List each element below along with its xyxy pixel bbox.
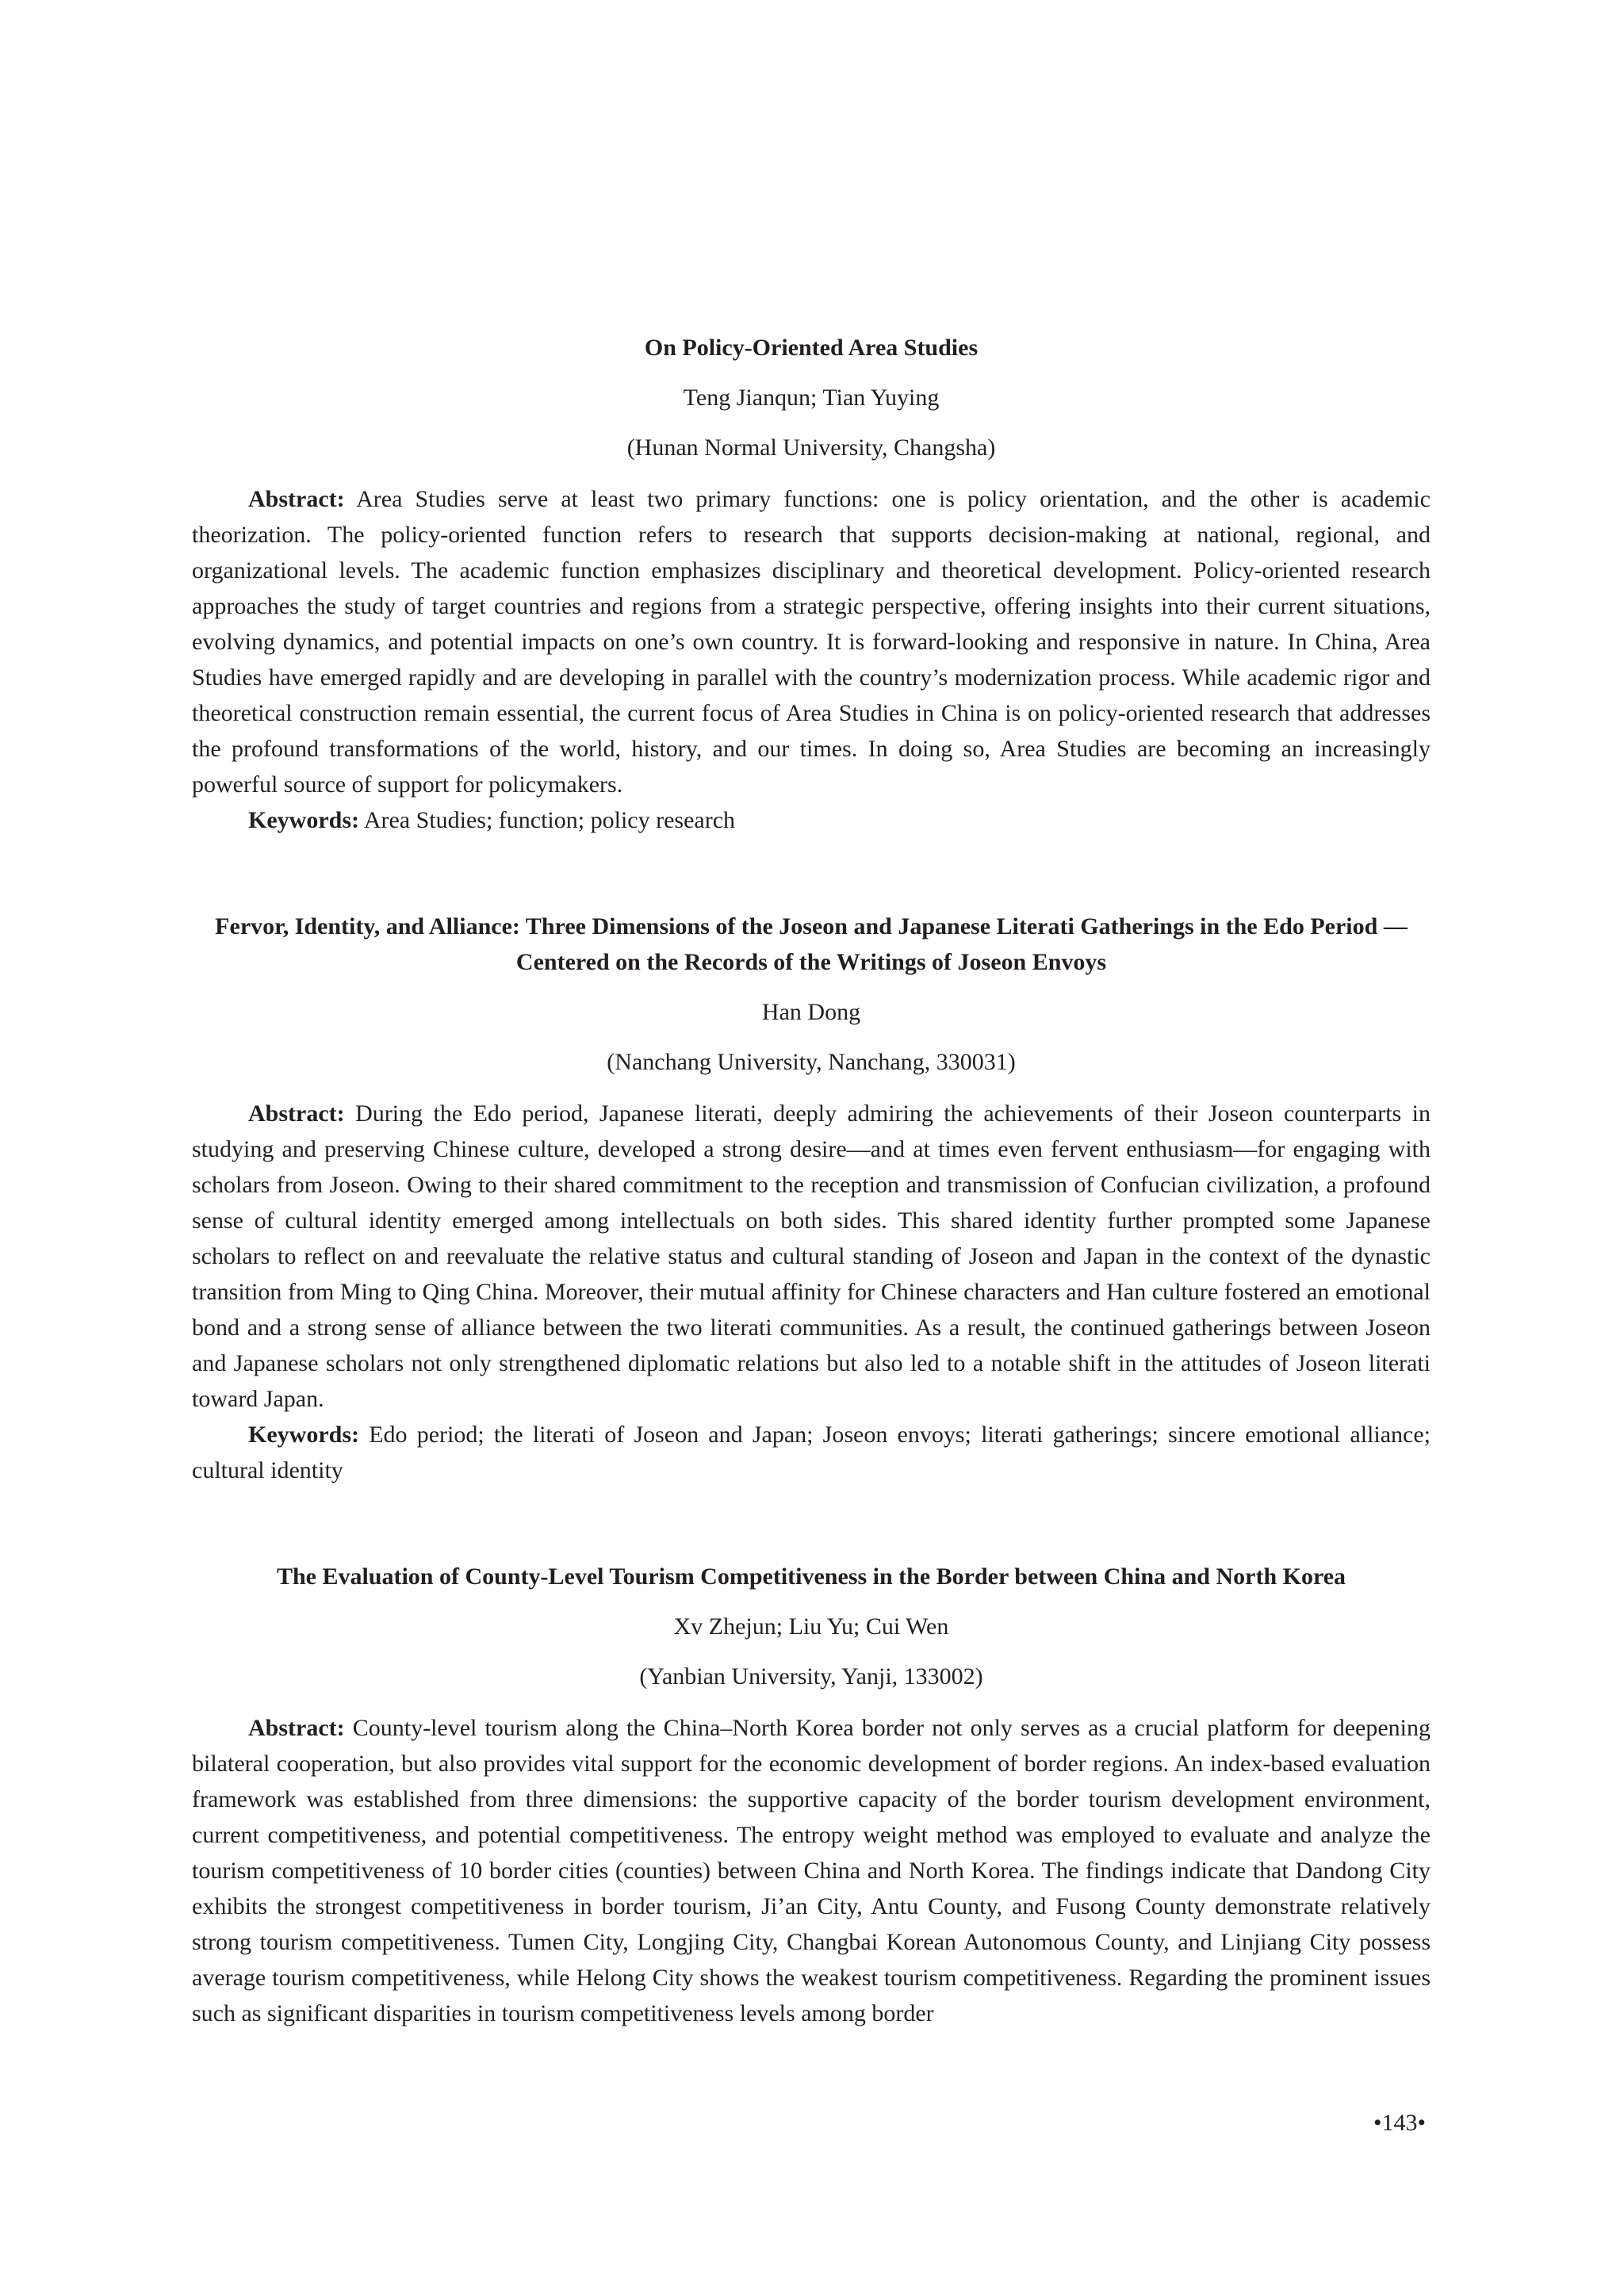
abstract-label: Abstract: — [248, 1100, 345, 1127]
keywords-label: Keywords: — [248, 807, 359, 833]
abstract-text: During the Edo period, Japanese literati, deeply admiring the achievements of their Joseon counterparts in studying and preserving Chinese culture, developed a strong desire—and at times even fervent enthusiasm—for engaging with scholars from Joseon. Owing to their shared commitment to the reception and transmission of Confucian civilization, a profound sense of cultural identity emerged among intellectuals on both sides. This shared identity further prompted some Japanese scholars to reflect on and reevaluate the relative status and cultural standing of Joseon and Japan in the context of the dynastic transition from Ming to Qing China. Moreover, their mutual affinity for Chinese characters and Han culture fostered an emotional bond and a strong sense of alliance between the two literati communities. As a result, the continued gatherings between Joseon and Japanese scholars not only strengthened diplomatic relations but also led to a notable shift in the attitudes of Joseon literati toward Japan. — [192, 1100, 1431, 1412]
page-number: •143• — [1373, 2110, 1426, 2136]
article-keywords — [192, 802, 1431, 838]
article-abstract — [192, 481, 1431, 802]
article-abstract — [192, 1096, 1431, 1417]
keywords-label: Keywords: — [248, 1422, 359, 1448]
article-keywords — [192, 1417, 1431, 1488]
article-2 — [192, 909, 1431, 1488]
article-abstract — [192, 1710, 1431, 2031]
article-affiliation: (Nanchang University, Nanchang, 330031) — [607, 1049, 1016, 1075]
abstract-text: Area Studies serve at least two primary functions: one is policy orientation, and the other is academic theorization. The policy-oriented function refers to research that supports decision-making at national, regional, and organizational levels. The academic function emphasizes disciplinary and theoretical development. Policy-oriented research approaches the study of target countries and regions from a strategic perspective, offering insights into their current situations, evolving dynamics, and potential impacts on one’s own country. It is forward-looking and responsive in nature. In China, Area Studies have emerged rapidly and are developing in parallel with the country’s modernization process. While academic rigor and theoretical construction remain essential, the current focus of Area Studies in China is on policy-oriented research that addresses the profound transformations of the world, history, and our times. In doing so, Area Studies are becoming an increasingly powerful source of support for policymakers. — [192, 486, 1431, 798]
abstract-label: Abstract: — [248, 1715, 345, 1741]
article-title: On Policy-Oriented Area Studies — [644, 335, 979, 361]
article-affiliation: (Yanbian University, Yanji, 133002) — [639, 1663, 983, 1689]
article-title: The Evaluation of County-Level Tourism Competitiveness in the Border between China and North Korea — [276, 1563, 1346, 1590]
article-1 — [192, 330, 1431, 838]
article-affiliation: (Hunan Normal University, Changsha) — [626, 434, 996, 461]
article-3 — [192, 1559, 1431, 2031]
article-authors: Xv Zhejun; Liu Yu; Cui Wen — [673, 1613, 949, 1640]
article-authors: Teng Jianqun; Tian Yuying — [683, 385, 940, 411]
abstract-label: Abstract: — [248, 486, 345, 512]
abstract-text: County-level tourism along the China–North Korea border not only serves as a crucial platform for deepening bilateral cooperation, but also provides vital support for the economic development of border regions. An index-based evaluation framework was established from three dimensions: the supportive capacity of the border tourism development environment, current competitiveness, and potential competitiveness. The entropy weight method was employed to evaluate and analyze the tourism competitiveness of 10 border cities (counties) between China and North Korea. The findings indicate that Dandong City exhibits the strongest competitiveness in border tourism, Ji’an City, Antu County, and Fusong County demonstrate relatively strong tourism competitiveness. Tumen City, Longjing City, Changbai Korean Autonomous County, and Linjiang City possess average tourism competitiveness, while Helong City shows the weakest tourism competitiveness. Regarding the prominent issues such as significant disparities in tourism competitiveness levels among border — [192, 1715, 1431, 2026]
article-title: Fervor, Identity, and Alliance: Three Dimensions of the Joseon and Japanese Literati Gatherings in the Edo Period — Centered on the Records of the Writings of Joseon Envoys — [215, 913, 1408, 975]
keywords-text: Area Studies; function; policy research — [358, 807, 736, 833]
article-authors: Han Dong — [761, 999, 861, 1025]
keywords-text: Edo period; the literati of Joseon and Japan; Joseon envoys; literati gatherings; sincere emotional alliance; cultural identity — [192, 1422, 1431, 1483]
